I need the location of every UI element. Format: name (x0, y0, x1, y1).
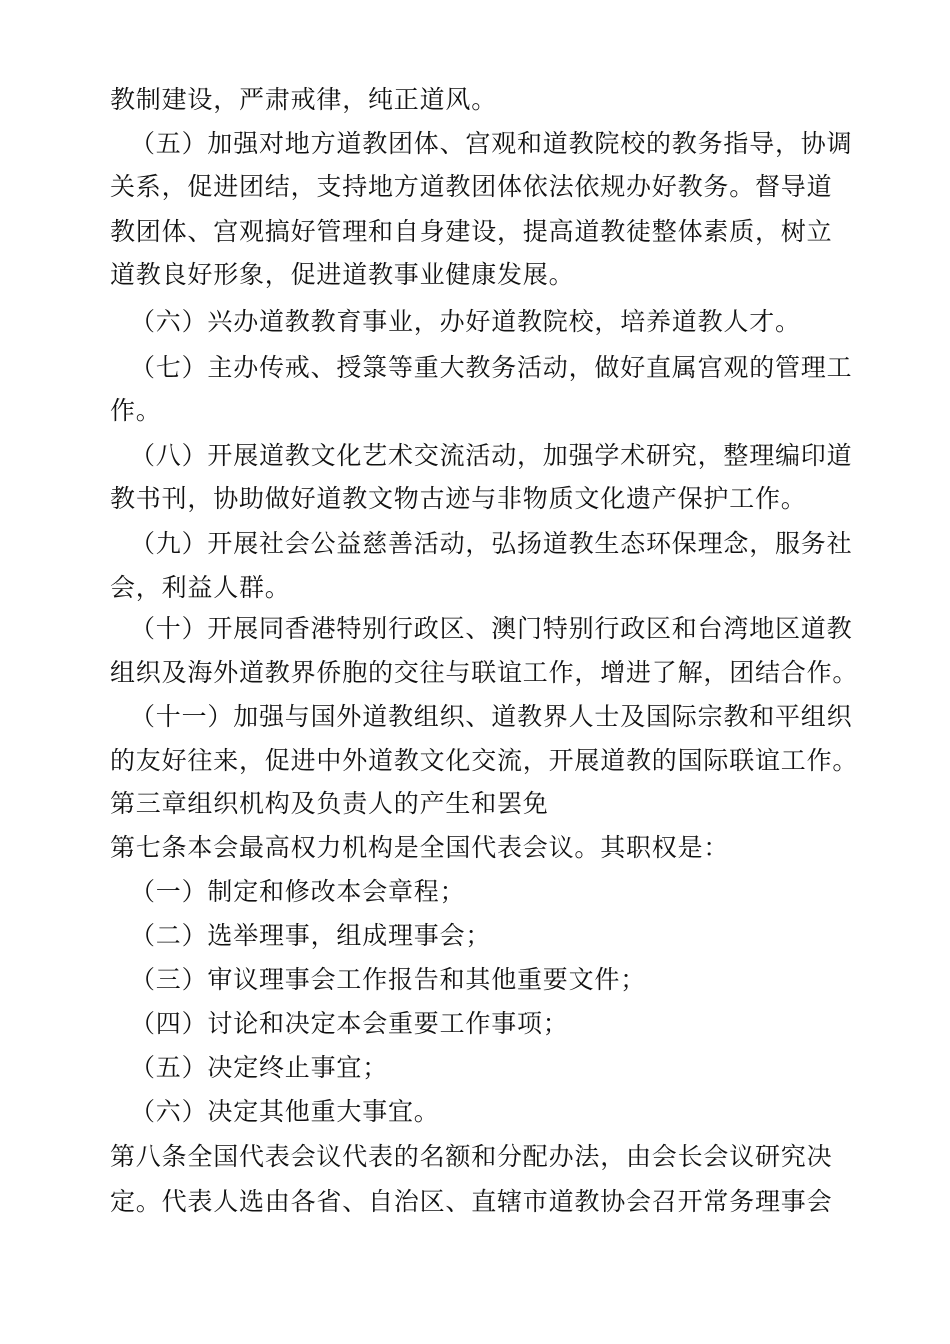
text-line-2: （五）加强对地方道教团体、宫观和道教院校的教务指导，协调 (130, 129, 853, 158)
text-line-14: 组织及海外道教界侨胞的交往与联谊工作，增进了解，团结合作。 (110, 658, 859, 687)
text-line-9: （八）开展道教文化艺术交流活动，加强学术研究，整理编印道 (130, 441, 853, 470)
article-8-line-1: 第八条全国代表会议代表的名额和分配办法，由会长会议研究决 (110, 1142, 833, 1171)
text-line-6: （六）兴办道教教育事业，办好道教院校，培养道教人才。 (130, 307, 801, 336)
text-line-3: 关系，促进团结，支持地方道教团体依法依规办好教务。督导道 (110, 172, 833, 201)
text-line-19: （一）制定和修改本会章程； (130, 877, 466, 906)
text-line-8: 作。 (110, 396, 162, 425)
text-line-12: 会，利益人群。 (110, 573, 291, 602)
text-line-16: 的友好往来，促进中外道教文化交流，开展道教的国际联谊工作。 (110, 746, 859, 775)
text-line-4: 教团体、宫观搞好管理和自身建设，提高道教徒整体素质，树立 (110, 217, 833, 246)
text-line-13: （十）开展同香港特别行政区、澳门特别行政区和台湾地区道教 (130, 614, 853, 643)
text-line-22: （四）讨论和决定本会重要工作事项； (130, 1009, 569, 1038)
chapter-heading: 第三章组织机构及负责人的产生和罢免 (110, 789, 549, 818)
text-line-21: （三）审议理事会工作报告和其他重要文件； (130, 965, 647, 994)
text-line-24: （六）决定其他重大事宜。 (130, 1097, 440, 1126)
text-line-1: 教制建设，严肃戒律，纯正道风。 (110, 85, 498, 114)
text-line-5: 道教良好形象，促进道教事业健康发展。 (110, 260, 575, 289)
article-8-line-2: 定。代表人选由各省、自治区、直辖市道教协会召开常务理事会 (110, 1187, 833, 1216)
text-line-23: （五）决定终止事宜； (130, 1053, 389, 1082)
text-line-10: 教书刊，协助做好道教文物古迹与非物质文化遗产保护工作。 (110, 484, 807, 513)
article-7-heading: 第七条本会最高权力机构是全国代表会议。其职权是： (110, 833, 730, 862)
text-line-11: （九）开展社会公益慈善活动，弘扬道教生态环保理念，服务社 (130, 529, 853, 558)
text-line-7: （七）主办传戒、授箓等重大教务活动，做好直属宫观的管理工 (130, 353, 853, 382)
text-line-20: （二）选举理事，组成理事会； (130, 921, 492, 950)
text-line-15: （十一）加强与国外道教组织、道教界人士及国际宗教和平组织 (130, 702, 853, 731)
